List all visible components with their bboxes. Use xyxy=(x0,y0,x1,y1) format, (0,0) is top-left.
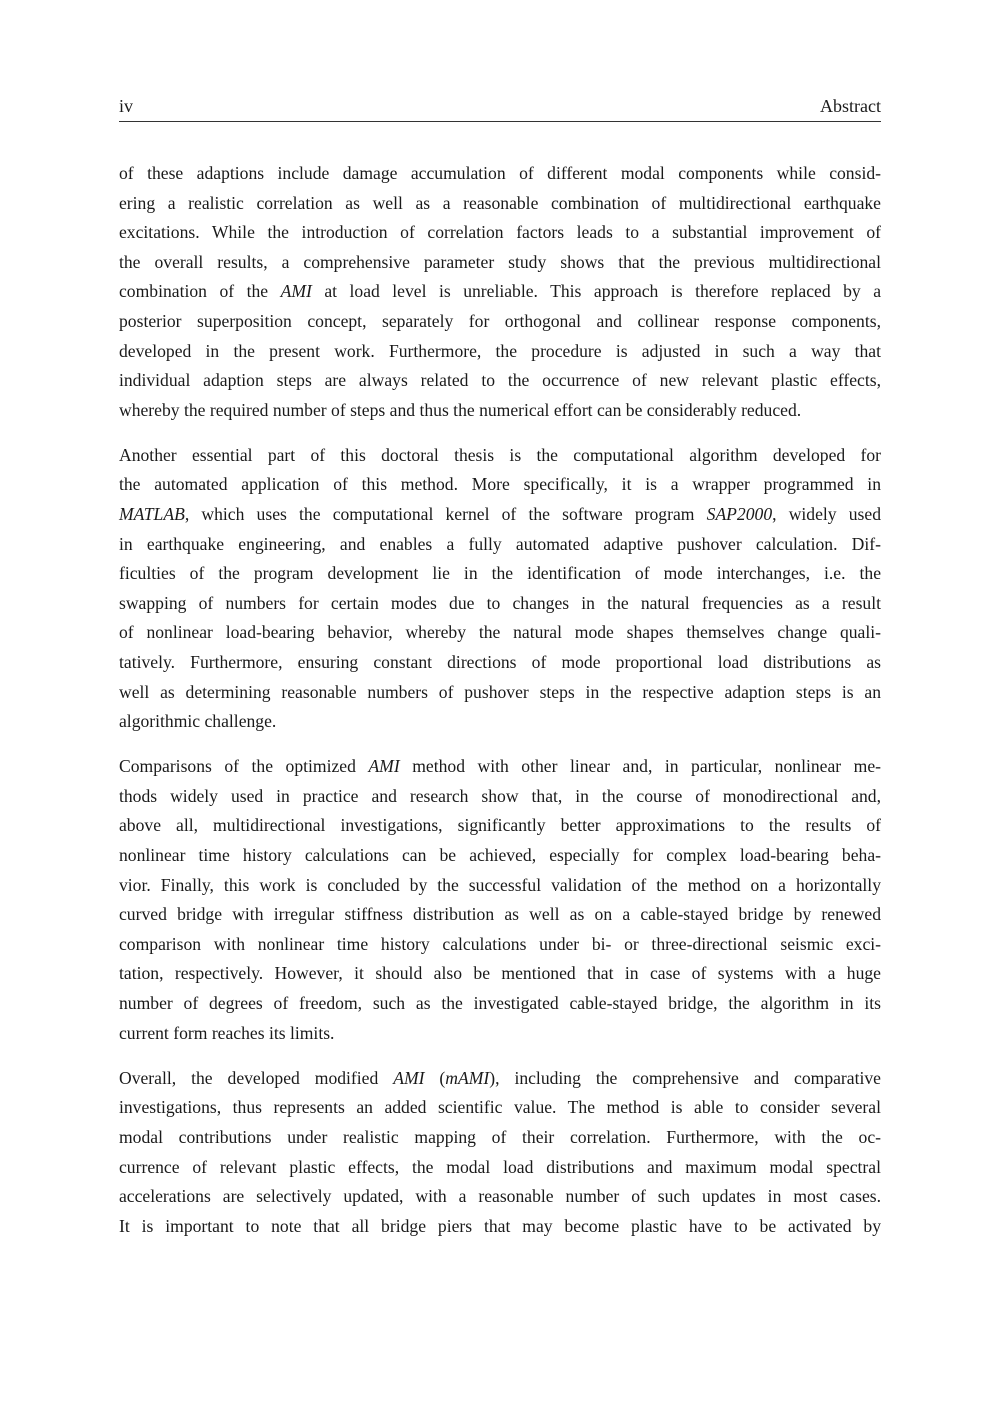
text-line xyxy=(119,1153,881,1183)
emphasized-term: MATLAB xyxy=(119,504,185,525)
emphasized-term: AMI xyxy=(393,1067,425,1088)
text-segment: , widely used xyxy=(772,504,881,525)
text-segment: the automated application of this method. More specifically, it is a wrapper programmed in xyxy=(119,474,881,495)
text-line xyxy=(119,277,881,307)
emphasized-term: AMI xyxy=(280,281,312,302)
text-segment: thods widely used in practice and research show that, in the course of monodirectional and, xyxy=(119,785,881,806)
text-line xyxy=(119,559,881,589)
text-line xyxy=(119,396,881,426)
text-segment: the overall results, a comprehensive parameter study shows that the previous multidirectional xyxy=(119,251,881,272)
text-segment: nonlinear time history calculations can be achieved, especially for complex load-bearing beha- xyxy=(119,845,881,866)
text-segment: of nonlinear load-bearing behavior, whereby the natural mode shapes themselves change quali- xyxy=(119,622,881,643)
text-segment: curved bridge with irregular stiffness distribution as well as on a cable-stayed bridge by renewed xyxy=(119,904,881,925)
text-line xyxy=(119,337,881,367)
text-line xyxy=(119,530,881,560)
paragraph xyxy=(119,441,881,737)
text-line xyxy=(119,1093,881,1123)
text-segment: posterior superposition concept, separately for orthogonal and collinear response components, xyxy=(119,310,881,331)
text-segment: tatively. Furthermore, ensuring constant directions of mode proportional load distributions as xyxy=(119,652,881,672)
page-header xyxy=(119,96,881,122)
text-line xyxy=(119,707,881,737)
text-line xyxy=(119,248,881,278)
paragraph xyxy=(119,159,881,425)
text-line xyxy=(119,1019,881,1049)
text-line xyxy=(119,470,881,500)
text-line xyxy=(119,871,881,901)
text-segment: individual adaption steps are always related to the occurrence of new relevant plastic effects, xyxy=(119,370,881,391)
text-line xyxy=(119,159,881,189)
text-segment: current form reaches its limits. xyxy=(119,1022,335,1043)
text-line xyxy=(119,307,881,337)
text-segment: at load level is unreliable. This approach is therefore replaced by a xyxy=(311,281,881,302)
text-segment: swapping of numbers for certain modes due to changes in the natural frequencies as a result xyxy=(119,592,881,613)
emphasized-term: SAP2000 xyxy=(706,504,773,525)
text-line xyxy=(119,218,881,248)
text-line xyxy=(119,678,881,708)
text-segment: excitations. While the introduction of correlation factors leads to a substantial improvement of xyxy=(119,222,881,243)
text-segment: of these adaptions include damage accumulation of different modal components while consid- xyxy=(119,163,881,183)
text-line xyxy=(119,441,881,471)
abstract-body xyxy=(119,159,881,1257)
text-segment: number of degrees of freedom, such as the investigated cable-stayed bridge, the algorithm in its xyxy=(119,993,881,1014)
text-line xyxy=(119,500,881,530)
text-segment: ficulties of the program development lie in the identification of mode interchanges, i.e. the xyxy=(119,563,881,584)
text-segment: whereby the required number of steps and thus the numerical effort can be considerably reduced. xyxy=(119,399,802,420)
paragraph xyxy=(119,752,881,1048)
text-segment: It is important to note that all bridge piers that may become plastic have to be activated by xyxy=(119,1215,881,1236)
text-segment: Comparisons of the optimized xyxy=(119,756,369,777)
running-title: Abstract xyxy=(820,96,881,116)
text-line xyxy=(119,959,881,989)
text-line xyxy=(119,930,881,960)
text-line xyxy=(119,618,881,648)
text-line xyxy=(119,841,881,871)
text-segment: comparison with nonlinear time history calculations under bi- or three-directional seismic exci- xyxy=(119,933,881,954)
text-segment: investigations, thus represents an added scientific value. The method is able to consider several xyxy=(119,1097,881,1118)
text-line xyxy=(119,811,881,841)
text-segment: ering a realistic correlation as well as a reasonable combination of multidirectional earthquake xyxy=(119,192,881,213)
emphasized-term: AMI xyxy=(368,756,400,777)
text-segment: combination of the xyxy=(119,281,281,302)
text-segment: in earthquake engineering, and enables a fully automated adaptive pushover calculation. Dif- xyxy=(119,533,881,554)
text-segment: ( xyxy=(424,1067,446,1088)
paragraph xyxy=(119,1064,881,1242)
text-segment: accelerations are selectively updated, with a reasonable number of such updates in most cases. xyxy=(119,1186,881,1207)
text-line xyxy=(119,648,881,678)
text-segment: algorithmic challenge. xyxy=(119,711,277,732)
text-line xyxy=(119,1123,881,1153)
text-line xyxy=(119,1182,881,1212)
text-segment: currence of relevant plastic effects, the modal load distributions and maximum modal spectral xyxy=(119,1156,881,1177)
text-line xyxy=(119,589,881,619)
text-line xyxy=(119,989,881,1019)
text-segment: developed in the present work. Furthermore, the procedure is adjusted in such a way that xyxy=(119,340,881,361)
text-line xyxy=(119,900,881,930)
text-segment: modal contributions under realistic mapping of their correlation. Furthermore, with the oc- xyxy=(119,1126,881,1147)
text-line xyxy=(119,1212,881,1242)
emphasized-term: mAMI xyxy=(445,1067,490,1088)
page-number: iv xyxy=(119,96,134,116)
text-segment: Another essential part of this doctoral thesis is the computational algorithm developed for xyxy=(119,444,881,465)
text-line xyxy=(119,189,881,219)
text-segment: above all, multidirectional investigations, significantly better approximations to the results of xyxy=(119,815,881,836)
text-segment: method with other linear and, in particular, nonlinear me- xyxy=(399,756,881,777)
text-segment: vior. Finally, this work is concluded by the successful validation of the method on a horizontally xyxy=(119,874,881,895)
text-line xyxy=(119,366,881,396)
text-segment: ), including the comprehensive and comparative xyxy=(489,1067,881,1088)
text-line xyxy=(119,1064,881,1094)
text-segment: tation, respectively. However, it should also be mentioned that in case of systems with a huge xyxy=(119,963,881,984)
text-segment: Overall, the developed modified xyxy=(119,1067,394,1088)
text-segment: well as determining reasonable numbers of pushover steps in the respective adaption steps is an xyxy=(119,681,881,702)
text-line xyxy=(119,752,881,782)
text-line xyxy=(119,782,881,812)
text-segment: , which uses the computational kernel of the software program xyxy=(184,504,707,525)
